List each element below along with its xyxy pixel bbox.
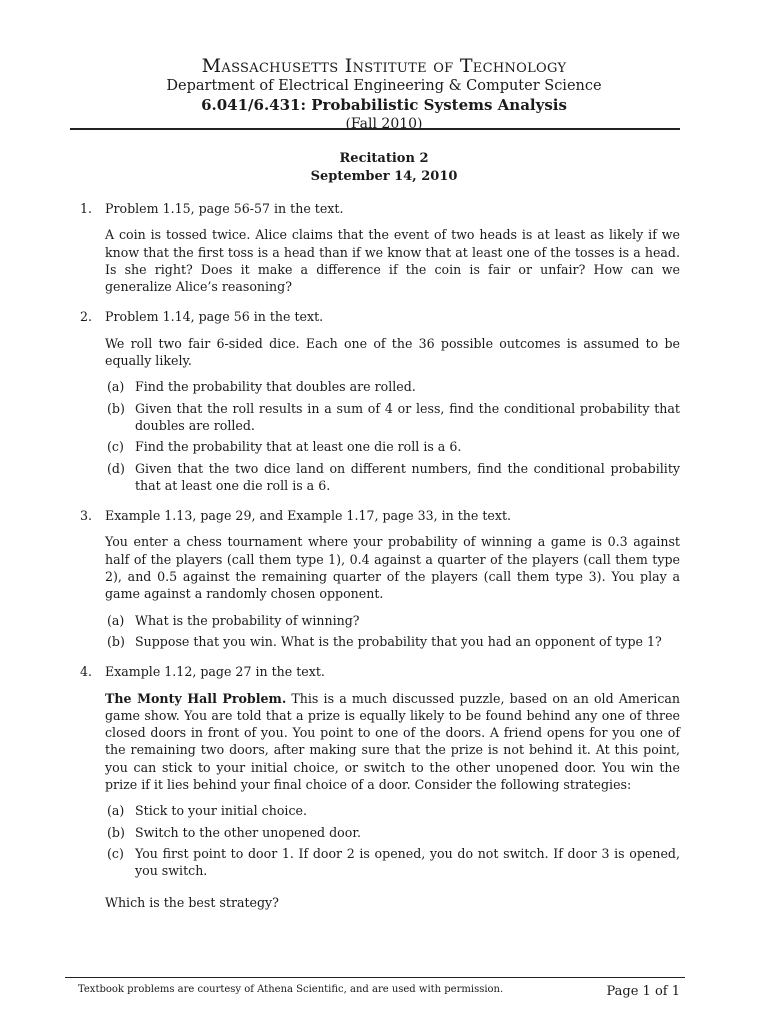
sub-question [105, 612, 680, 629]
sub-question [105, 845, 680, 880]
sub-question [105, 460, 680, 495]
sub-question-label: (b) [107, 824, 125, 840]
sub-question-text: Given that the two dice land on different numbers, find the conditional probability that at least one die roll is a 6. [135, 460, 680, 493]
sub-question [105, 633, 680, 650]
document-header [0, 55, 768, 133]
sub-question-list [105, 378, 680, 494]
sub-question-text: What is the probability of winning? [135, 612, 360, 628]
problem-text: A coin is tossed twice. Alice claims that the event of two heads is at least as likely if we know that the first toss is a head than if we know that at least one of the tosses is a head. Is she right? Does it make a difference if the coin is fair or unfair? How can we generalize Alice’s reasoning? [105, 227, 680, 295]
problem-text [105, 690, 680, 794]
sub-question-label: (a) [107, 612, 125, 628]
problem-number: 1. [80, 201, 93, 216]
sub-question-list [105, 802, 680, 879]
sub-question-label: (a) [107, 803, 125, 819]
problem-closing-question: Which is the best strategy? [105, 894, 279, 910]
recitation-date: September 14, 2010 [310, 169, 458, 184]
problem-title: Problem 1.14, page 56 in the text. [105, 309, 324, 325]
problem-item [80, 200, 680, 295]
problem-title: Example 1.12, page 27 in the text. [105, 664, 325, 680]
problem-body: This is a much discussed puzzle, based on an old American game show. You are told that a prize is equally likely to be found behind any one of three closed doors in front of you. You point to one of the doors. A friend opens for you one of the remaining two doors, after making sure that the prize is not behind it. At this point, you can stick to your initial choice, or switch to the other unopened door. You win the prize if it lies behind your final choice of a door. Consider the following strategies: [105, 690, 680, 793]
sub-question-text: Suppose that you win. What is the probability that you had an opponent of type 1? [135, 633, 662, 649]
recitation-title: Recitation 2 [339, 151, 429, 166]
sub-question-list [105, 612, 680, 651]
sub-question-label: (b) [107, 400, 125, 416]
sub-question-text: Find the probability that doubles are rolled. [135, 379, 416, 395]
footnote: Textbook problems are courtesy of Athena Scientific, and are used with permission. [78, 984, 504, 995]
problem-item [80, 507, 680, 650]
sub-question-label: (a) [107, 379, 125, 395]
term-label: (Fall 2010) [345, 116, 423, 132]
problem-list [80, 200, 680, 924]
problem-text: You enter a chess tournament where your probability of winning a game is 0.3 against half of the players (call them type 1), 0.4 against a quarter of the players (call them type 2), and 0.5 against the remaining quarter of the players (call them type 3). You play a game against a randomly chosen opponent. [105, 534, 680, 602]
sub-question-text: You first point to door 1. If door 2 is opened, you do not switch. If door 3 is opened, you switch. [135, 845, 680, 879]
sub-question-label: (c) [107, 439, 124, 455]
problem-title: Problem 1.15, page 56-57 in the text. [105, 201, 344, 216]
recitation-heading [0, 150, 768, 186]
sub-question-text: Switch to the other unopened door. [135, 824, 361, 840]
sub-question [105, 400, 680, 435]
sub-question-text: Stick to your initial choice. [135, 803, 307, 819]
sub-question-text: Find the probability that at least one die roll is a 6. [135, 439, 462, 455]
sub-question [105, 824, 680, 841]
course-title: 6.041/6.431: Probabilistic Systems Analysis [201, 96, 567, 114]
sub-question-text: Given that the roll results in a sum of 4 or less, find the conditional probability that doubles are rolled. [135, 400, 680, 433]
sub-question [105, 438, 680, 455]
sub-question [105, 378, 680, 395]
problem-text: We roll two fair 6-sided dice. Each one of the 36 possible outcomes is assumed to be equally likely. [105, 335, 680, 369]
problem-title: Example 1.13, page 29, and Example 1.17, page 33, in the text. [105, 508, 512, 524]
sub-question-label: (d) [107, 460, 125, 476]
problem-item [80, 308, 680, 494]
problem-item [80, 663, 680, 911]
problem-number: 3. [80, 508, 93, 524]
sub-question-label: (c) [107, 845, 124, 861]
problem-lead-title: The Monty Hall Problem. [105, 690, 287, 706]
footer-divider [65, 977, 685, 978]
problem-number: 4. [80, 664, 93, 680]
institution-name: Massachusetts Institute of Technology [201, 55, 567, 77]
page-number: Page 1 of 1 [606, 984, 680, 999]
header-divider [70, 128, 680, 130]
department-name: Department of Electrical Engineering & Computer Science [166, 78, 602, 94]
problem-number: 2. [80, 309, 93, 325]
sub-question [105, 802, 680, 819]
sub-question-label: (b) [107, 633, 125, 649]
